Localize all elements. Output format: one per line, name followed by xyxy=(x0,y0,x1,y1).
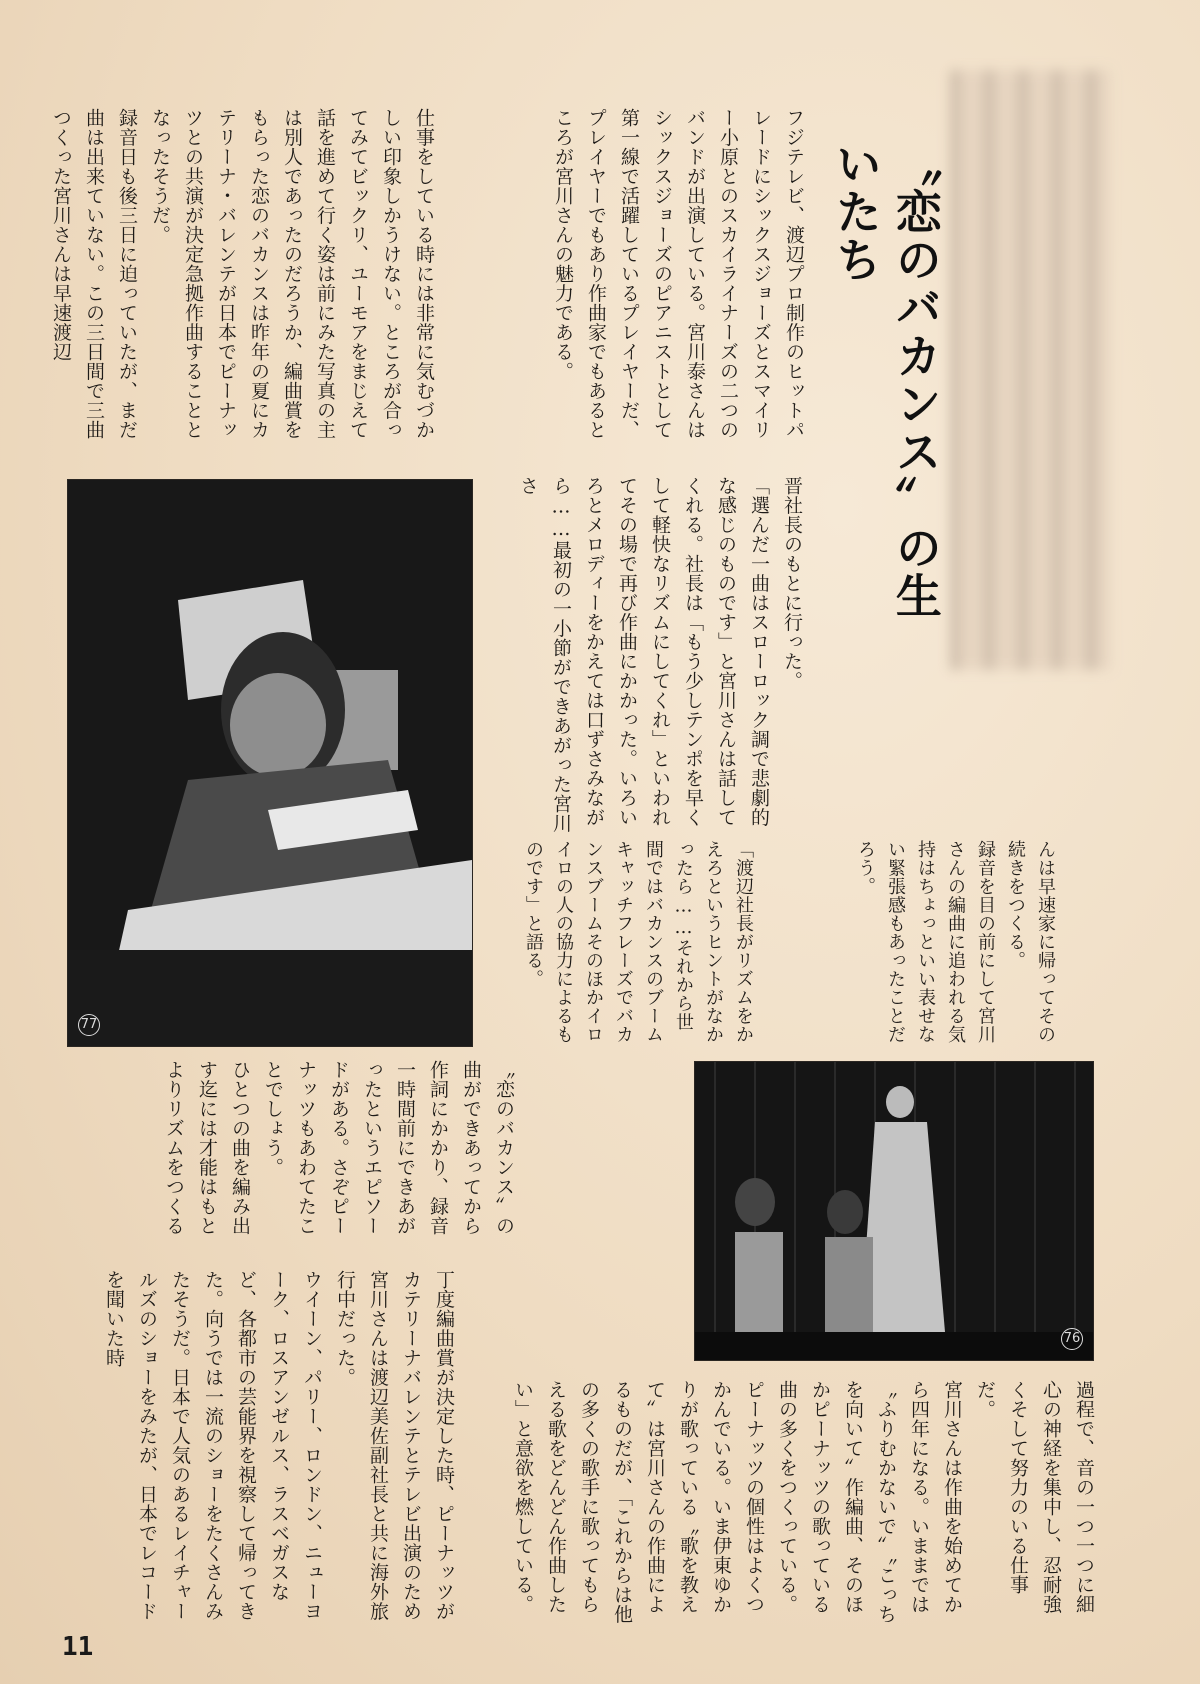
paragraph-9: 〝恋のバカンス〟の曲ができあってから作詞にかかり、録音一時間前にできあがったというエピソードがある。さぞピーナッツもあわてたことでしょう。 xyxy=(262,1060,515,1236)
paragraph-8: 「渡辺社長がリズムをかえろというヒントがなかったら……それから世間ではバカンスのブームキャッチフレーズでバカンスブームそのほかイロイロの人の協力によるものです」と語る。 xyxy=(523,840,754,1044)
paragraph-14: ウイーン、パリー、ロンドン、ニューヨーク、ロスアンゼルス、ラスベガスなど、各都市の芸能界を視察して帰ってきた。向うでは一流のショーをたくさんみたそうだ。日本で人気のあるレイチャールズのショーをみたが、日本でレコードを聞いた時 xyxy=(103,1270,323,1621)
paragraph-13: 丁度編曲賞が決定した時、ピーナッツがカテリーナバレンテとテレビ出演のため宮川さんは渡辺美佐副社長と共に海外旅行中だった。 xyxy=(334,1270,455,1621)
paragraph-11: 過程で、音の一つ一つに細心の神経を集中し、忍耐強くそして努力のいる仕事だ。 xyxy=(974,1380,1095,1614)
paragraph-3: 録音日も後三日に迫っていたが、まだ曲は出来ていない。この三日間で三曲つくった宮川さんは早速渡辺 xyxy=(50,108,138,440)
paragraph-7: 録音を目の前にして宮川さんの編曲に追われる気持はちょっといい表せない緊張感もあったことだろう。 xyxy=(855,840,996,1044)
paragraph-4: 晋社長のもとに行った。 xyxy=(781,476,803,691)
paragraph-2: 仕事をしている時には非常に気むづかしい印象しかうけない。ところが合ってみてビックリ、ユーモアをまじえて話を進めて行く姿は前にみた写真の主は別人であったのだろうか、編曲賞をもらった恋のバカンスは昨年の夏にカテリーナ・バレンテが日本でピーナッツとの共演が決定急拠作曲することとなったそうだ。 xyxy=(149,108,435,440)
photo-number-77: 77 xyxy=(78,1014,100,1036)
text-block-middle xyxy=(478,476,808,836)
text-block-top-left xyxy=(50,108,440,448)
text-block-lower-left xyxy=(60,1060,520,1240)
text-block-bottom-right xyxy=(460,1380,1100,1630)
paragraph-10: ひとつの曲を編み出す迄には才能はもとよりリズムをつくる xyxy=(163,1060,251,1236)
paragraph-12: 宮川さんは作曲を始めてから四年になる。いままでは〝ふりむかないで〟〝こっちを向いて〟作編曲、そのほかピーナッツの歌っている曲の多くをつくっている。ピーナッツの個性はよくつかんでいる。いま伊東ゆかりが歌っている〝歌を教えて〟は宮川さんの作曲によるものだが、「これからは他の多くの歌手に歌ってもらえる歌をどんどん作曲したい」と意欲を燃している。 xyxy=(512,1380,963,1624)
blurred-text-block xyxy=(950,70,1110,670)
photo-composer-at-desk xyxy=(68,480,472,1046)
photo-singer-on-stage xyxy=(695,1062,1093,1360)
article-title: 〝恋のバカンス〟の生いたち xyxy=(828,140,943,620)
paragraph-1: フジテレビ、渡辺プロ制作のヒットパレードにシックスジョーズとスマイリー小原とのスカイライナーズの二つのバンドが出演している。宮川泰さんはシックスジョーズのピアニストとして第一線で活躍しているプレイヤーだ、プレイヤーでもあり作曲家でもあるところが宮川さんの魅力である。 xyxy=(552,108,805,440)
text-block-middle-lower xyxy=(488,840,758,1045)
photo-number-76: 76 xyxy=(1061,1328,1083,1350)
page-number: 11 xyxy=(62,1632,94,1662)
paragraph-5: 「選んだ一曲はスローロック調で悲劇的な感じのものです」と宮川さんは話してくれる。社長は「もう少しテンポを早くして軽快なリズムにしてくれ」といわれてその場で再び作曲にかかった。いろいろとメロディーをかえては口ずさみながら……最初の一小節ができあがった宮川さ xyxy=(517,476,770,833)
text-block-right-middle xyxy=(760,840,1060,1045)
text-block-bottom-left xyxy=(60,1270,460,1630)
paragraph-6: んは早速家に帰ってその続きをつくる。 xyxy=(1005,840,1056,1044)
text-block-top xyxy=(440,108,810,448)
